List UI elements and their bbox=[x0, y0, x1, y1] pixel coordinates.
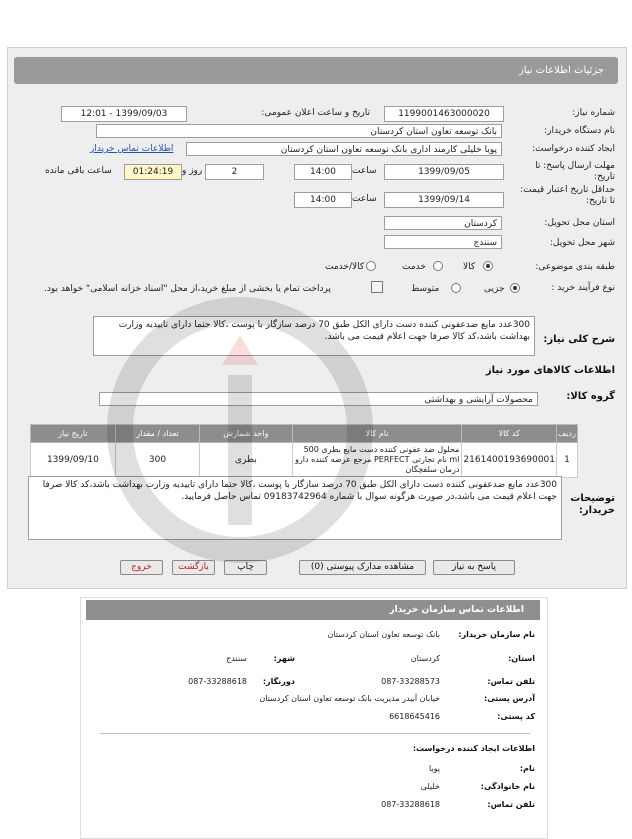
print-button[interactable]: چاپ bbox=[224, 560, 267, 575]
exit-button[interactable]: خروج bbox=[120, 560, 163, 575]
card-phone-label: تلفن تماس: bbox=[487, 677, 535, 686]
days-label: روز و bbox=[182, 166, 203, 176]
category-radio-goods[interactable] bbox=[483, 261, 493, 271]
announce-field: 1399/09/03 - 12:01 bbox=[61, 106, 187, 122]
category-label: طبقه بندی موضوعی: bbox=[535, 262, 615, 272]
creator-family-value: خلیلی bbox=[420, 782, 440, 791]
card-fax-label: دورنگار: bbox=[262, 677, 295, 686]
postal-address-value: خیابان آبیدر مدیریت بانک توسعه تعاون استان کردستان bbox=[259, 694, 440, 703]
process-option-medium: متوسط bbox=[411, 284, 440, 294]
validity-date-field: 1399/09/14 bbox=[384, 192, 504, 208]
contact-info-link[interactable]: اطلاعات تماس خریدار bbox=[90, 144, 174, 154]
summary-textbox: 300عدد مایع ضدعفونی کننده دست دارای الکل طبق 70 درصد سازگار با پوست ،کالا حتما دارای تاییدیه وزارت بهداشت باشد،کد کالا صرفا جهت اعلام قیمت می باشد. bbox=[93, 316, 535, 356]
creator-label: ایجاد کننده درخواست: bbox=[532, 144, 615, 154]
back-button[interactable]: بازگشت bbox=[172, 560, 215, 575]
need-number-label: شماره نیاز: bbox=[572, 108, 615, 118]
contact-card-title: اطلاعات تماس سازمان خریدار bbox=[389, 605, 524, 615]
page-header bbox=[14, 57, 618, 84]
attachments-button[interactable]: مشاهده مدارک پیوستی (0) bbox=[299, 560, 426, 575]
org-label: نام سازمان خریدار: bbox=[458, 630, 535, 639]
cell-date: 1399/09/10 bbox=[31, 443, 116, 478]
creator-section-title: اطلاعات ایجاد کننده درخواست: bbox=[412, 744, 535, 753]
validity-time-field: 14:00 bbox=[294, 192, 352, 208]
category-radio-service[interactable] bbox=[433, 261, 443, 271]
cell-name: محلول ضد عفونی کننده دست مایع بطری 500 ml نام تجارتی PERFECT مرجع عرضه کننده دارو درمان سلفچگان bbox=[292, 443, 462, 478]
card-province-label: استان: bbox=[508, 654, 535, 663]
card-city-value: سنندج bbox=[226, 654, 247, 663]
deadline-time-label: ساعت bbox=[352, 166, 377, 176]
validity-label: حداقل تاریخ اعتبار قیمت: تا تاریخ: bbox=[520, 185, 615, 206]
category-radio-both[interactable] bbox=[366, 261, 376, 271]
col-unit: واحد شمارش bbox=[200, 425, 292, 443]
deadline-date-field: 1399/09/05 bbox=[384, 164, 504, 180]
deadline-label: مهلت ارسال پاسخ: تا تاریخ: bbox=[535, 161, 615, 182]
respond-button[interactable]: پاسخ به نیاز bbox=[433, 560, 515, 575]
cell-qty: 300 bbox=[115, 443, 199, 478]
cell-code: 2161400193690001 bbox=[462, 443, 557, 478]
cell-unit: بطری bbox=[200, 443, 292, 478]
creator-family-label: نام خانوادگی: bbox=[480, 782, 535, 791]
col-qty: تعداد / مقدار bbox=[115, 425, 199, 443]
process-radio-minor[interactable] bbox=[510, 283, 520, 293]
buyer-org-label: نام دستگاه خریدار: bbox=[544, 126, 615, 136]
card-province-value: کردستان bbox=[410, 654, 440, 663]
province-field: کردستان bbox=[384, 216, 502, 230]
goods-table bbox=[30, 424, 578, 478]
card-fax-value: 087-33288618 bbox=[188, 677, 247, 686]
postcode-value: 6618645416 bbox=[389, 712, 440, 721]
buyer-notes-textbox: 300عدد مایع ضدعفونی کننده دست دارای الکل طبق 70 درصد سازگار با پوست ،کالا حتما دارای تاییدیه وزارت بهداشت باشد،کد کالا صرفا جهت اعلام قیمت می باشد،در صورت هرگونه سوال با شماره 09183742964 تماس حاصل فرمایید. bbox=[28, 476, 562, 540]
goods-group-field: محصولات آرایشی و بهداشتی bbox=[99, 392, 538, 406]
province-label: استان محل تحویل: bbox=[544, 218, 615, 228]
need-number-field: 1199001463000020 bbox=[384, 106, 504, 122]
category-option-both: کالا/خدمت bbox=[325, 262, 365, 272]
creator-name-label: نام: bbox=[519, 764, 535, 773]
creator-phone-value: 087-33288618 bbox=[381, 800, 440, 809]
remaining-label: ساعت باقی مانده bbox=[45, 166, 112, 176]
announce-label: تاریخ و ساعت اعلان عمومی: bbox=[261, 108, 370, 118]
payment-note: پرداخت تمام یا بخشی از مبلغ خرید،از محل "اسناد خزانه اسلامی" خواهد بود. bbox=[44, 284, 332, 294]
org-value: بانک توسعه تعاون استان کردستان bbox=[327, 630, 440, 639]
col-code: کد کالا bbox=[462, 425, 557, 443]
days-count-field: 2 bbox=[205, 164, 264, 180]
card-city-label: شهر: bbox=[273, 654, 295, 663]
goods-group-label: گروه کالا: bbox=[566, 391, 615, 402]
category-option-service: خدمت bbox=[402, 262, 426, 272]
buyer-org-field: بانک توسعه تعاون استان کردستان bbox=[96, 124, 502, 138]
treasury-checkbox[interactable] bbox=[371, 281, 383, 293]
goods-section-title: اطلاعات کالاهای مورد نیاز bbox=[485, 365, 615, 376]
remaining-time-field: 01:24:19 bbox=[124, 164, 182, 180]
contact-card-header bbox=[86, 600, 540, 620]
table-row bbox=[31, 443, 578, 478]
summary-label: شرح کلی نیاز: bbox=[543, 334, 615, 345]
category-option-goods: کالا bbox=[463, 262, 476, 272]
table-header-row bbox=[31, 425, 578, 443]
validity-time-label: ساعت bbox=[352, 194, 377, 204]
col-row: ردیف bbox=[557, 425, 578, 443]
col-date: تاریخ نیاز bbox=[31, 425, 116, 443]
cell-row: 1 bbox=[557, 443, 578, 478]
buyer-notes-label: توضیحات خریدار: bbox=[570, 493, 615, 516]
card-divider bbox=[100, 733, 530, 734]
process-option-minor: جزیی bbox=[484, 284, 505, 294]
card-phone-value: 087-33288573 bbox=[381, 677, 440, 686]
deadline-time-field: 14:00 bbox=[294, 164, 352, 180]
creator-name-value: پویا bbox=[428, 764, 440, 773]
postcode-label: کد پستی: bbox=[497, 712, 535, 721]
col-name: نام کالا bbox=[292, 425, 462, 443]
process-radio-medium[interactable] bbox=[451, 283, 461, 293]
postal-address-label: آدرس پستی: bbox=[484, 694, 535, 703]
page-title: جزئیات اطلاعات نیاز bbox=[518, 65, 604, 76]
city-field: سنندج bbox=[384, 235, 502, 249]
process-label: نوع فرآیند خرید : bbox=[551, 283, 615, 293]
creator-phone-label: تلفن تماس: bbox=[487, 800, 535, 809]
city-label: شهر محل تحویل: bbox=[549, 238, 615, 248]
creator-field: پویا خلیلی کارمند اداری بانک توسعه تعاون استان کردستان bbox=[186, 142, 502, 156]
